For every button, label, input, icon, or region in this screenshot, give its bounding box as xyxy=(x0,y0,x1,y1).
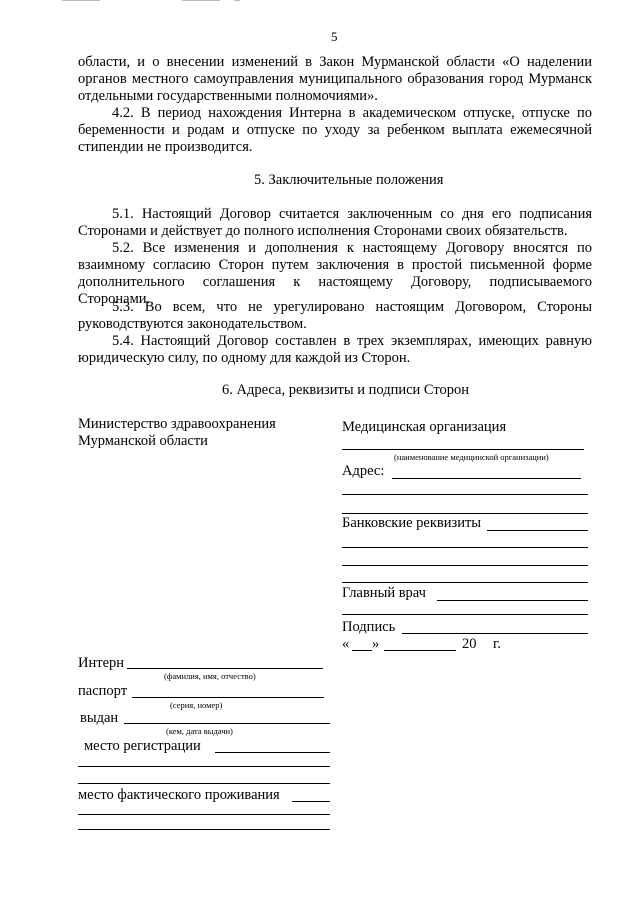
registration-label: место регистрации xyxy=(84,738,201,754)
registration-line xyxy=(215,752,330,753)
paragraph-continuation: области, и о внесении изменений в Закон Мурманской области «О наделении органов местного самоуправления муниципального образования город Мурманск отдельными государственными полномочиями». xyxy=(78,54,592,104)
scan-artifact xyxy=(182,0,220,1)
address-line-3 xyxy=(342,513,588,514)
bank-details-line xyxy=(487,530,588,531)
signature-label: Подпись xyxy=(342,619,396,635)
medical-org-label: Медицинская организация xyxy=(342,419,507,435)
issued-caption: (кем, дата выдачи) xyxy=(166,726,233,736)
residence-line-3 xyxy=(78,829,330,830)
address-line-2 xyxy=(342,494,588,495)
issued-label: выдан xyxy=(80,710,119,726)
paragraph-5-3: 5.3. Во всем, что не урегулировано настоящим Договором, Стороны руководствуются законодательством. xyxy=(78,299,592,332)
bank-details-line-2 xyxy=(342,547,588,548)
chief-doctor-line xyxy=(437,600,588,601)
scan-artifact xyxy=(234,0,240,1)
paragraph-5-2: 5.2. Все изменения и дополнения к настоящему Договору вносятся по взаимному согласию Сторон путем заключения в простой письменной форме дополнительного соглашения к настоящему Договору, подписываемого Сторонами. xyxy=(78,240,592,307)
date-close-quote: » xyxy=(372,636,380,652)
chief-doctor-line-2 xyxy=(342,614,588,615)
section-5-title: 5. Заключительные положения xyxy=(254,172,444,188)
chief-doctor-label: Главный врач xyxy=(342,585,426,601)
registration-line-3 xyxy=(78,783,330,784)
paragraph-5-4: 5.4. Настоящий Договор составлен в трех экземплярах, имеющих равную юридическую силу, по одному для каждой из Сторон. xyxy=(78,333,592,366)
residence-line xyxy=(292,801,330,802)
date-day-line xyxy=(352,650,372,651)
residence-line-2 xyxy=(78,814,330,815)
medical-org-caption: (наименование медицинской организации) xyxy=(394,452,549,462)
issued-line xyxy=(124,723,330,724)
passport-label: паспорт xyxy=(78,683,128,699)
intern-label: Интерн xyxy=(78,655,125,671)
address-line xyxy=(392,478,581,479)
date-suffix: г. xyxy=(493,636,501,652)
registration-line-2 xyxy=(78,766,330,767)
date-year: 20 xyxy=(462,636,477,652)
address-label: Адрес: xyxy=(342,463,385,479)
signature-line xyxy=(402,633,588,634)
passport-line xyxy=(132,697,324,698)
date-month-line xyxy=(384,650,456,651)
paragraph-4-2: 4.2. В период нахождения Интерна в академическом отпуске, отпуске по беременности и родам и отпуске по уходу за ребенком выплата ежемесячной стипендии не производится. xyxy=(78,105,592,155)
page-number: 5 xyxy=(331,29,338,44)
section-6-title: 6. Адреса, реквизиты и подписи Сторон xyxy=(222,382,470,398)
passport-caption: (серия, номер) xyxy=(170,700,223,710)
medical-org-line xyxy=(342,449,584,450)
ministry-name-line1: Министерство здравоохранения xyxy=(78,416,276,432)
intern-name-line xyxy=(127,668,323,669)
date-open-quote: « xyxy=(342,636,350,652)
scan-artifact xyxy=(62,0,100,1)
paragraph-5-1: 5.1. Настоящий Договор считается заключенным со дня его подписания Сторонами и действует до полного исполнения Сторонами своих обязательств. xyxy=(78,206,592,239)
intern-name-caption: (фамилия, имя, отчество) xyxy=(164,671,256,681)
residence-label: место фактического проживания xyxy=(78,787,280,803)
bank-details-line-3 xyxy=(342,565,588,566)
bank-details-line-4 xyxy=(342,582,588,583)
bank-details-label: Банковские реквизиты xyxy=(342,515,482,531)
ministry-name-line2: Мурманской области xyxy=(78,433,208,449)
